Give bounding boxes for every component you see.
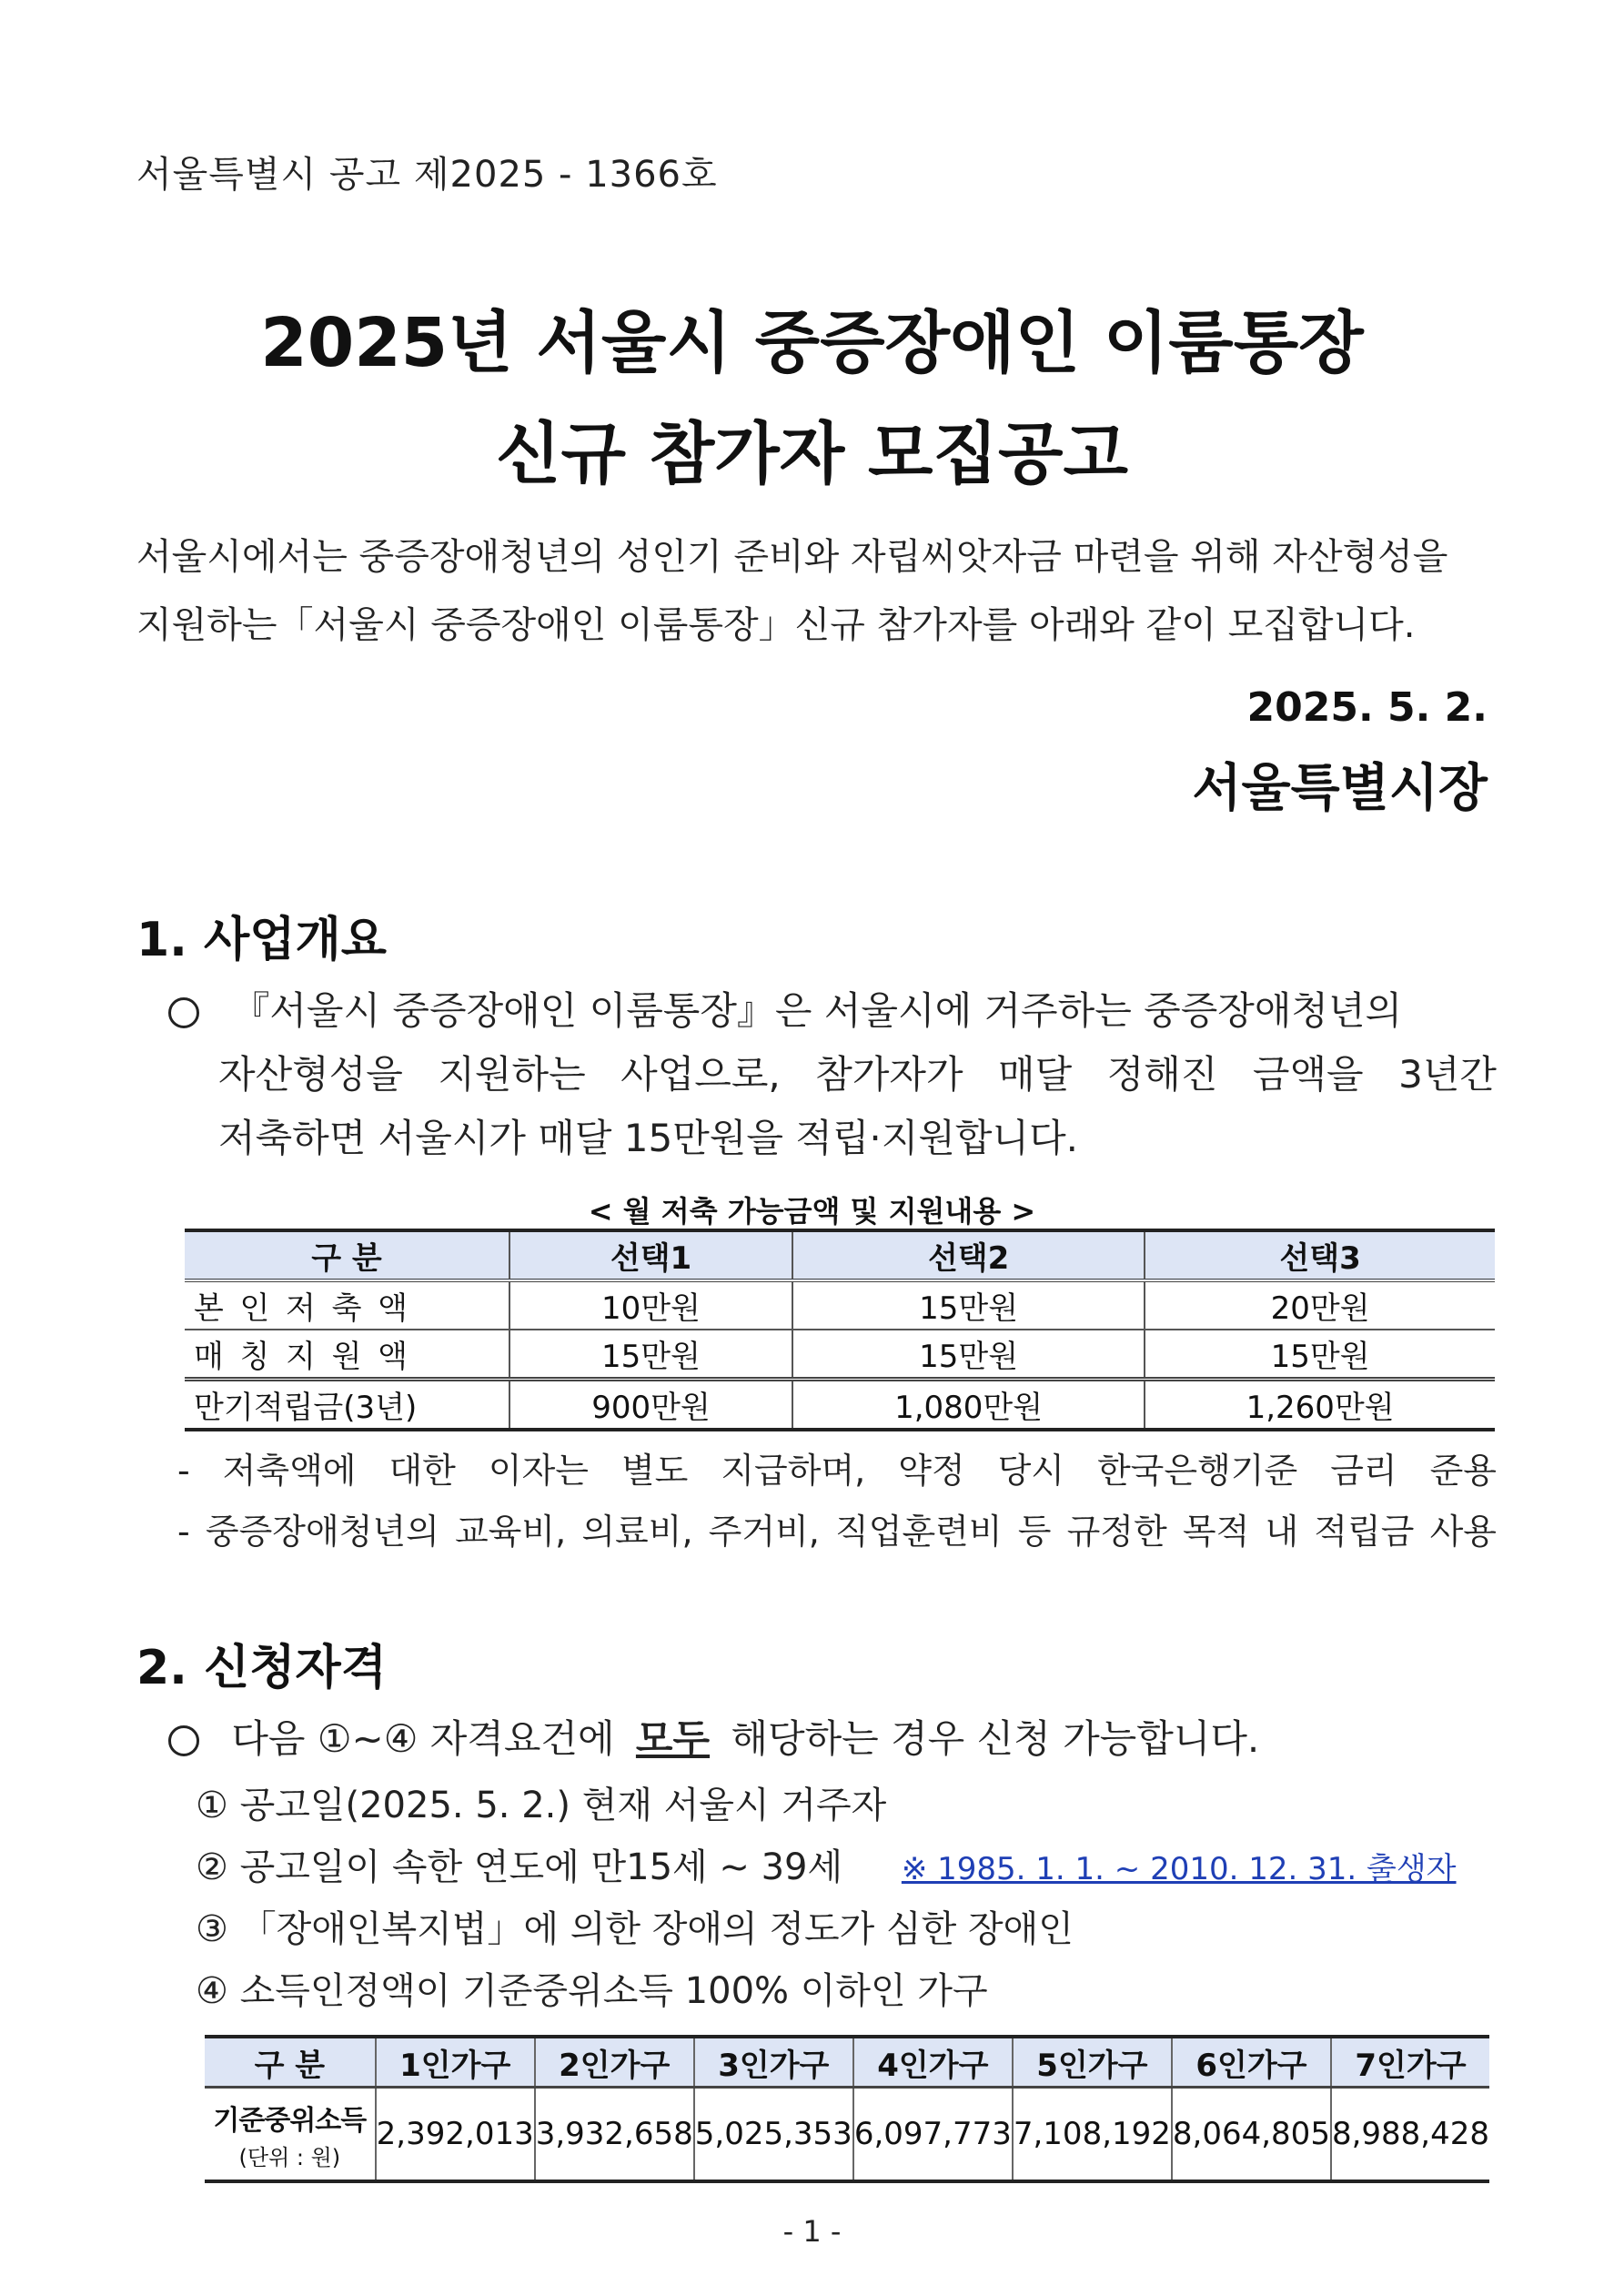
table-header-cell: 구 분 xyxy=(205,2037,376,2088)
requirement-2 xyxy=(196,1838,1457,1890)
table-cell: 20만원 xyxy=(1145,1280,1495,1330)
table-header-cell: 선택2 xyxy=(792,1230,1145,1280)
table-cell: 8,988,428 xyxy=(1331,2088,1489,2182)
savings-table xyxy=(185,1229,1495,1431)
table-cell: 15만원 xyxy=(792,1330,1145,1380)
table-cell: 1,080만원 xyxy=(792,1380,1145,1431)
table-row xyxy=(205,2088,1489,2182)
median-income-table xyxy=(205,2035,1489,2183)
table-cell: 15만원 xyxy=(1145,1330,1495,1380)
page-title-line1: 2025년 서울시 중증장애인 이룸통장 xyxy=(260,304,1364,382)
intro-line1: 서울시에서는 중증장애청년의 성인기 준비와 자립씨앗자금 마련을 위해 자산형성을 xyxy=(136,536,1448,578)
table-header-row xyxy=(185,1230,1495,1280)
row-label: 매칭지원액 xyxy=(185,1330,509,1380)
note-interest: - 저축액에 대한 이자는 별도 지급하며, 약정 당시 한국은행기준 금리 준용 xyxy=(177,1451,1497,1491)
table-caption: < 월 저축 가능금액 및 지원내용 > xyxy=(588,1194,1036,1229)
requirement-1: ① 공고일(2025. 5. 2.) 현재 서울시 거주자 xyxy=(196,1785,887,1826)
row-label-unit: (단위 : 원) xyxy=(238,2144,341,2170)
table-cell: 8,064,805 xyxy=(1172,2088,1331,2182)
section1-title: 1. 사업개요 xyxy=(136,913,387,967)
requirement-4: ④ 소득인정액이 기준중위소득 100% 이하인 가구 xyxy=(196,1970,988,2012)
row-label-main: 기준중위소득 xyxy=(213,2104,367,2137)
row-label: 만기적립금(3년) xyxy=(185,1380,509,1431)
table-cell: 3,932,658 xyxy=(535,2088,694,2182)
table-header-row xyxy=(205,2037,1489,2088)
table-cell: 1,260만원 xyxy=(1145,1380,1495,1431)
section2-lead xyxy=(168,1709,1497,1764)
section1-para-text1: 『서울시 중증장애인 이룸통장』은 서울시에 거주하는 중증장애청년의 xyxy=(231,988,1403,1033)
table-header-cell: 선택1 xyxy=(509,1230,792,1280)
intro-line2: 지원하는「서울시 중증장애인 이룸통장」신규 참가자를 아래와 같이 모집합니다. xyxy=(136,604,1416,646)
notice-number: 서울특별시 공고 제2025 - 1366호 xyxy=(136,154,718,196)
lead-emphasis: 모두 xyxy=(635,1716,711,1761)
requirement-2-text: ② 공고일이 속한 연도에 만15세 ~ 39세 xyxy=(196,1846,843,1888)
lead-text-before: 다음 ①~④ 자격요건에 xyxy=(231,1716,615,1761)
table-cell: 15만원 xyxy=(509,1330,792,1380)
birth-range-note: ※ 1985. 1. 1. ~ 2010. 12. 31. 출생자 xyxy=(901,1851,1457,1887)
circle-bullet-icon xyxy=(168,997,199,1028)
table-header-cell: 3인가구 xyxy=(694,2037,853,2088)
page-title-line2: 신규 참가자 모집공고 xyxy=(496,415,1128,493)
table-row xyxy=(185,1330,1495,1380)
issuer-name: 서울특별시장 xyxy=(1192,759,1488,818)
table-cell: 7,108,192 xyxy=(1013,2088,1172,2182)
table-cell: 6,097,773 xyxy=(853,2088,1013,2182)
table-row xyxy=(185,1280,1495,1330)
table-cell: 900만원 xyxy=(509,1380,792,1431)
row-label: 본인저축액 xyxy=(185,1280,509,1330)
table-header-cell: 선택3 xyxy=(1145,1230,1495,1280)
section1-paragraph-line1 xyxy=(168,981,1497,1036)
section1-paragraph-line2: 자산형성을 지원하는 사업으로, 참가자가 매달 정해진 금액을 3년간 xyxy=(218,1052,1497,1097)
section1-paragraph-line3: 저축하면 서울시가 매달 15만원을 적립·지원합니다. xyxy=(218,1116,1078,1160)
table-header-cell: 6인가구 xyxy=(1172,2037,1331,2088)
notice-date: 2025. 5. 2. xyxy=(1246,684,1488,731)
table-header-cell: 7인가구 xyxy=(1331,2037,1489,2088)
table-cell: 10만원 xyxy=(509,1280,792,1330)
table-cell: 15만원 xyxy=(792,1280,1145,1330)
lead-text-after: 해당하는 경우 신청 가능합니다. xyxy=(731,1716,1260,1761)
table-header-cell: 구 분 xyxy=(185,1230,509,1280)
note-usage: - 중증장애청년의 교육비, 의료비, 주거비, 직업훈련비 등 규정한 목적 내 적립금 사용 xyxy=(177,1512,1497,1552)
table-header-cell: 2인가구 xyxy=(535,2037,694,2088)
table-cell: 2,392,013 xyxy=(376,2088,535,2182)
table-header-cell: 4인가구 xyxy=(853,2037,1013,2088)
row-label xyxy=(205,2088,376,2182)
table-cell: 5,025,353 xyxy=(694,2088,853,2182)
section2-title: 2. 신청자격 xyxy=(136,1641,387,1695)
table-row xyxy=(185,1380,1495,1431)
table-header-cell: 5인가구 xyxy=(1013,2037,1172,2088)
table-header-cell: 1인가구 xyxy=(376,2037,535,2088)
circle-bullet-icon xyxy=(168,1725,199,1756)
page-number: - 1 - xyxy=(782,2214,842,2249)
requirement-3: ③ 「장애인복지법」에 의한 장애의 정도가 심한 장애인 xyxy=(196,1908,1074,1950)
